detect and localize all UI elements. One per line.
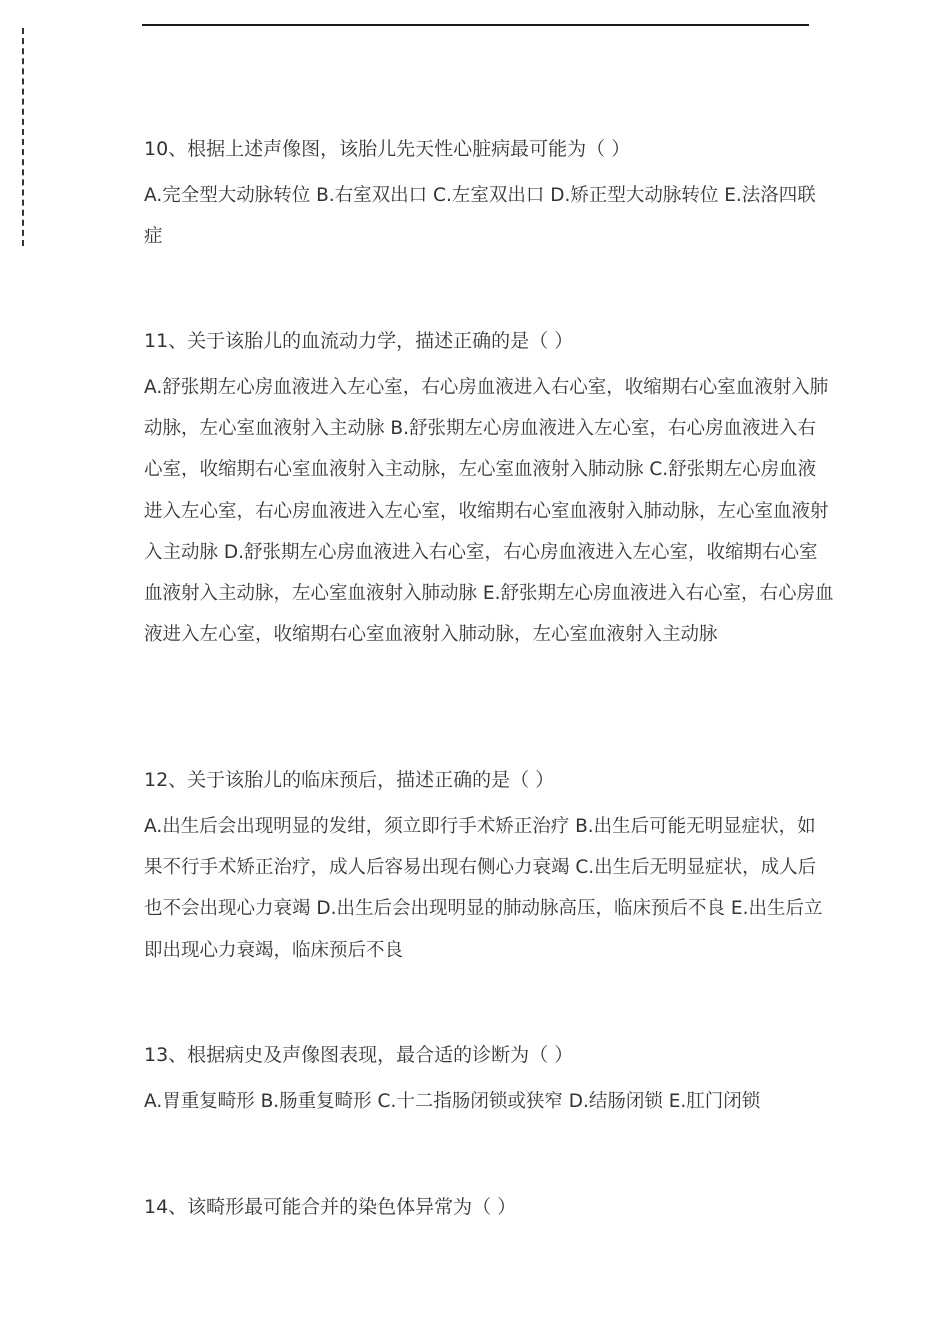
question-10 [144,137,834,257]
question-stem: 14、该畸形最可能合并的染色体异常为（ ） [144,1196,517,1218]
question-options: A.完全型大动脉转位 B.右室双出口 C.左室双出口 D.矫正型大动脉转位 E.法洛四联症 [144,185,816,248]
binding-margin-dashed-line [22,28,24,246]
question-stem: 10、根据上述声像图，该胎儿先天性心脏病最可能为（ ） [144,138,631,160]
question-13 [144,1043,834,1122]
question-stem: 11、关于该胎儿的血流动力学，描述正确的是（ ） [144,330,574,352]
question-stem: 13、根据病史及声像图表现，最合适的诊断为（ ） [144,1044,574,1066]
question-options: A.出生后会出现明显的发绀，须立即行手术矫正治疗 B.出生后可能无明显症状，如果不行手术矫正治疗，成人后容易出现右侧心力衰竭 C.出生后无明显症状，成人后也不会出现心力衰竭 D.出生后会出现明显的肺动脉高压，临床预后不良 E.出生后立即出现心力衰竭，临床预后不良 [144,816,823,961]
question-options: A.胃重复畸形 B.肠重复畸形 C.十二指肠闭锁或狭窄 D.结肠闭锁 E.肛门闭锁 [144,1091,761,1112]
question-options: A.舒张期左心房血液进入左心室，右心房血液进入右心室，收缩期右心室血液射入肺动脉，左心室血液射入主动脉 B.舒张期左心房血液进入左心室，右心房血液进入右心室，收缩期右心室血液射入主动脉，左心室血液射入肺动脉 C.舒张期左心房血液进入左心室，右心房血液进入左心室，收缩期右心室血液射入肺动脉，左心室血液射入主动脉 D.舒张期左心房血液进入右心室，右心房血液进入左心室，收缩期右心室血液射入主动脉，左心室血液射入肺动脉 E.舒张期左心房血液进入右心室，右心房血液进入左心室，收缩期右心室血液射入肺动脉，左心室血液射入主动脉 [144,377,834,646]
header-rule [142,24,809,26]
question-stem: 12、关于该胎儿的临床预后，描述正确的是（ ） [144,769,555,791]
question-14 [144,1195,834,1219]
question-11 [144,329,834,655]
question-12 [144,768,834,971]
